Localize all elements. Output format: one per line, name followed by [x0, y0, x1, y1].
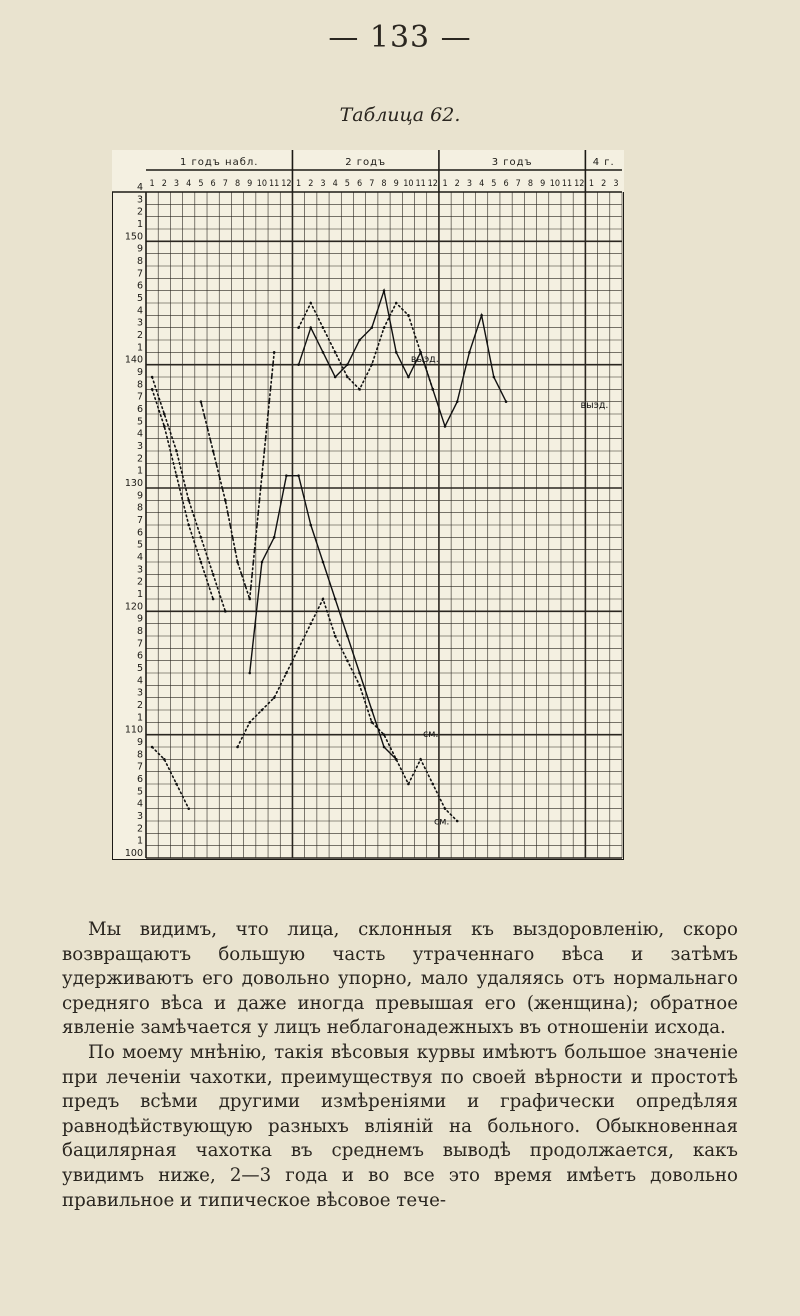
- month-tick-label: 3: [173, 179, 180, 189]
- data-point: [407, 376, 410, 379]
- y-tick-label: 100: [124, 848, 143, 859]
- data-point: [346, 376, 349, 379]
- data-point: [358, 339, 361, 342]
- y-tick-label: 9: [136, 243, 143, 255]
- data-point: [370, 709, 373, 712]
- data-point: [334, 635, 337, 638]
- data-point: [200, 561, 203, 564]
- data-point: [285, 474, 288, 477]
- y-tick-label: 8: [136, 626, 143, 637]
- chart-frame: [112, 150, 624, 860]
- data-point: [505, 400, 508, 403]
- data-point: [261, 474, 264, 477]
- data-point: [480, 314, 483, 317]
- body-text: [62, 918, 738, 1213]
- month-tick-label: 4: [186, 179, 192, 189]
- data-point: [383, 733, 386, 736]
- y-tick-label: 6: [136, 650, 143, 662]
- month-tick-label: 10: [549, 179, 561, 189]
- month-tick-label: 2: [601, 179, 607, 189]
- y-tick-label: 3: [136, 687, 143, 699]
- month-tick-label: 1: [149, 179, 155, 189]
- month-tick-label: 12: [574, 179, 585, 189]
- month-tick-label: 1: [442, 179, 448, 189]
- data-point: [358, 684, 361, 687]
- header-year-label: 1 годъ набл.: [179, 157, 259, 168]
- y-tick-label: 3: [136, 441, 143, 452]
- month-tick-label: 5: [491, 179, 497, 189]
- month-tick-label: 2: [308, 179, 314, 189]
- y-tick-label: 3: [136, 564, 143, 576]
- month-tick-label: 7: [369, 179, 375, 189]
- month-tick-label: 2: [161, 179, 167, 189]
- data-point: [322, 561, 325, 564]
- y-tick-label: 6: [136, 280, 143, 292]
- month-tick-label: 3: [613, 179, 619, 189]
- data-point: [407, 314, 410, 317]
- y-tick-label: 120: [124, 601, 143, 613]
- data-point: [383, 289, 386, 292]
- month-tick-label: 12: [281, 179, 292, 189]
- data-point: [151, 746, 154, 749]
- data-point: [212, 573, 215, 576]
- month-tick-label: 1: [295, 179, 302, 189]
- data-point: [309, 524, 312, 527]
- y-tick-label: 110: [124, 724, 143, 736]
- y-tick-label: 7: [136, 515, 143, 526]
- y-tick-label: 2: [136, 206, 143, 218]
- data-point: [395, 351, 398, 354]
- data-point: [395, 302, 398, 305]
- data-point: [187, 499, 190, 502]
- data-point: [175, 783, 178, 786]
- data-point: [200, 400, 203, 403]
- y-tick-label: 3: [136, 317, 143, 329]
- data-point: [273, 696, 276, 699]
- data-point: [224, 610, 227, 613]
- data-point: [346, 659, 349, 662]
- data-point: [432, 388, 435, 391]
- y-tick-label: 6: [136, 774, 143, 785]
- month-tick-label: 4: [332, 179, 338, 189]
- y-tick-label: 5: [136, 539, 143, 551]
- month-tick-label: 1: [588, 179, 595, 189]
- month-tick-label: 10: [256, 179, 268, 189]
- data-point: [236, 561, 239, 564]
- data-point: [346, 635, 349, 638]
- y-tick-label: 7: [136, 638, 143, 650]
- data-point: [297, 363, 300, 366]
- y-tick-label: 3: [136, 811, 143, 822]
- data-point: [248, 598, 251, 601]
- y-tick-label: 1: [136, 712, 143, 724]
- data-point: [273, 351, 276, 354]
- y-tick-label: 8: [136, 749, 143, 761]
- data-point: [309, 622, 312, 625]
- month-tick-label: 4: [479, 179, 485, 189]
- y-tick-label: 5: [136, 663, 143, 674]
- y-tick-label: 5: [136, 416, 143, 428]
- data-point: [346, 363, 349, 366]
- y-tick-label: 8: [136, 379, 143, 391]
- data-point: [407, 783, 410, 786]
- data-point: [309, 302, 312, 305]
- month-tick-label: 11: [561, 179, 573, 189]
- data-point: [322, 351, 325, 354]
- month-tick-label: 2: [454, 179, 460, 189]
- month-tick-label: 7: [515, 179, 521, 189]
- data-point: [175, 450, 178, 453]
- y-tick-label: 4: [136, 798, 143, 810]
- month-tick-label: 6: [357, 179, 363, 189]
- data-point: [432, 783, 435, 786]
- data-point: [419, 758, 422, 761]
- table-caption: Таблица 62.: [339, 104, 461, 126]
- curve-annotation: выэд.: [410, 354, 439, 366]
- data-point: [444, 425, 447, 428]
- data-point: [468, 351, 471, 354]
- y-tick-label: 1: [136, 835, 143, 847]
- y-tick-label: 7: [136, 761, 143, 773]
- y-tick-label: 6: [136, 527, 143, 539]
- month-tick-label: 5: [344, 179, 350, 189]
- month-tick-label: 9: [247, 179, 253, 189]
- month-tick-label: 9: [540, 179, 546, 189]
- y-tick-label: 4: [136, 428, 143, 440]
- data-point: [297, 647, 300, 650]
- y-tick-label: 1: [136, 465, 143, 477]
- data-point: [383, 326, 386, 329]
- data-point: [285, 672, 288, 675]
- data-point: [358, 388, 361, 391]
- y-tick-label: 4: [136, 675, 143, 687]
- data-point: [163, 413, 166, 416]
- y-tick-label: 2: [136, 453, 143, 465]
- header-year-label: 2 годъ: [345, 157, 387, 168]
- data-point: [200, 536, 203, 539]
- month-tick-label: 3: [320, 179, 326, 189]
- y-tick-label: 150: [124, 231, 143, 243]
- month-tick-label: 3: [466, 179, 473, 189]
- data-point: [322, 598, 325, 601]
- data-point: [261, 709, 264, 712]
- y-tick-label: 4: [136, 305, 143, 317]
- data-point: [151, 376, 154, 379]
- y-tick-label: 2: [136, 330, 143, 341]
- y-tick-label: 140: [124, 354, 143, 366]
- data-point: [370, 326, 373, 329]
- y-tick-label: 7: [136, 391, 143, 403]
- y-tick-label: 9: [136, 737, 143, 748]
- y-tick-label: 7: [136, 268, 143, 280]
- data-point: [334, 351, 337, 354]
- y-tick-label: 2: [136, 823, 143, 835]
- y-tick-label: 9: [136, 367, 143, 378]
- data-point: [493, 376, 496, 379]
- paragraph-2: По моему мнѣнію, такія вѣсовыя курвы имѣютъ большое значеніе при леченіи чахотки, преимуществуя по своей вѣрности и простотѣ предъ всѣми другими измѣреніями и графически опредѣляя равнодѣйствующую разныхъ вліяній на больного. Обыкновенная бацилярная чахотка въ среднемъ выводѣ продолжается, какъ увидимъ ниже, 2—3 года и во все это время имѣетъ довольно правильное и типическое вѣсовое тече-: [62, 1041, 738, 1211]
- data-point: [212, 598, 215, 601]
- data-point: [297, 326, 300, 329]
- data-point: [358, 672, 361, 675]
- data-point: [309, 326, 312, 329]
- data-point: [248, 672, 251, 675]
- y-tick-label: 4: [136, 552, 143, 563]
- data-point: [236, 746, 239, 749]
- y-tick-label: 4: [136, 182, 143, 193]
- data-point: [370, 721, 373, 724]
- data-point: [187, 524, 190, 527]
- y-tick-label: 8: [136, 256, 143, 267]
- data-point: [261, 561, 264, 564]
- data-point: [334, 598, 337, 601]
- data-point: [456, 400, 459, 403]
- paragraph-1: Мы видимъ, что лица, склонныя къ выздоровленію, скоро возвращаютъ большую часть утраченнаго вѣса и затѣмъ удерживаютъ его довольно упорно, мало удаляясь отъ нормальнаго средняго вѣса и даже иногда превышая его (женщина); обратное явленіе замѣчается у лицъ неблагонадежныхъ въ отношеніи исхода.: [62, 919, 738, 1039]
- curve-annotation: выэд.: [580, 399, 609, 411]
- data-point: [212, 450, 215, 453]
- y-tick-label: 1: [136, 589, 143, 600]
- y-tick-label: 8: [136, 502, 143, 514]
- data-point: [224, 499, 227, 502]
- data-point: [248, 721, 251, 724]
- month-tick-label: 10: [403, 179, 414, 189]
- y-tick-label: 9: [136, 613, 143, 625]
- month-tick-label: 8: [234, 179, 241, 189]
- data-point: [395, 758, 398, 761]
- month-tick-label: 6: [210, 179, 216, 189]
- y-tick-label: 6: [136, 404, 143, 415]
- y-tick-label: 9: [136, 490, 143, 502]
- y-tick-label: 5: [136, 293, 143, 304]
- data-point: [334, 376, 337, 379]
- curve-annotation: см.: [423, 729, 439, 741]
- y-tick-label: 5: [136, 786, 143, 798]
- y-tick-label: 1: [136, 342, 143, 354]
- y-tick-label: 2: [136, 700, 143, 711]
- month-tick-label: 8: [381, 179, 387, 189]
- header-year-label: 4 г.: [592, 157, 615, 168]
- data-point: [456, 820, 459, 823]
- data-point: [175, 474, 178, 477]
- month-tick-label: 7: [222, 179, 228, 189]
- data-point: [163, 425, 166, 428]
- data-point: [297, 474, 300, 477]
- curve-annotation: см.: [434, 816, 450, 828]
- data-point: [163, 758, 166, 761]
- data-point: [273, 536, 276, 539]
- month-tick-label: 12: [427, 179, 438, 189]
- data-point: [383, 746, 386, 749]
- y-tick-label: 130: [124, 478, 143, 489]
- weight-chart: [112, 150, 624, 860]
- data-point: [370, 363, 373, 366]
- y-tick-label: 2: [136, 576, 143, 588]
- data-point: [151, 388, 154, 391]
- page-number: — 133 —: [328, 20, 472, 55]
- data-point: [187, 807, 190, 810]
- month-tick-label: 9: [393, 179, 399, 189]
- month-tick-label: 6: [503, 179, 509, 189]
- month-tick-label: 11: [268, 179, 280, 189]
- data-point: [322, 326, 325, 329]
- y-tick-label: 3: [136, 194, 143, 206]
- header-year-label: 3 годъ: [491, 157, 533, 168]
- y-tick-label: 1: [136, 219, 143, 230]
- month-tick-label: 5: [198, 179, 204, 189]
- data-point: [444, 807, 447, 810]
- chart-header: [112, 150, 624, 192]
- month-tick-label: 11: [415, 179, 426, 189]
- month-tick-label: 8: [527, 179, 534, 189]
